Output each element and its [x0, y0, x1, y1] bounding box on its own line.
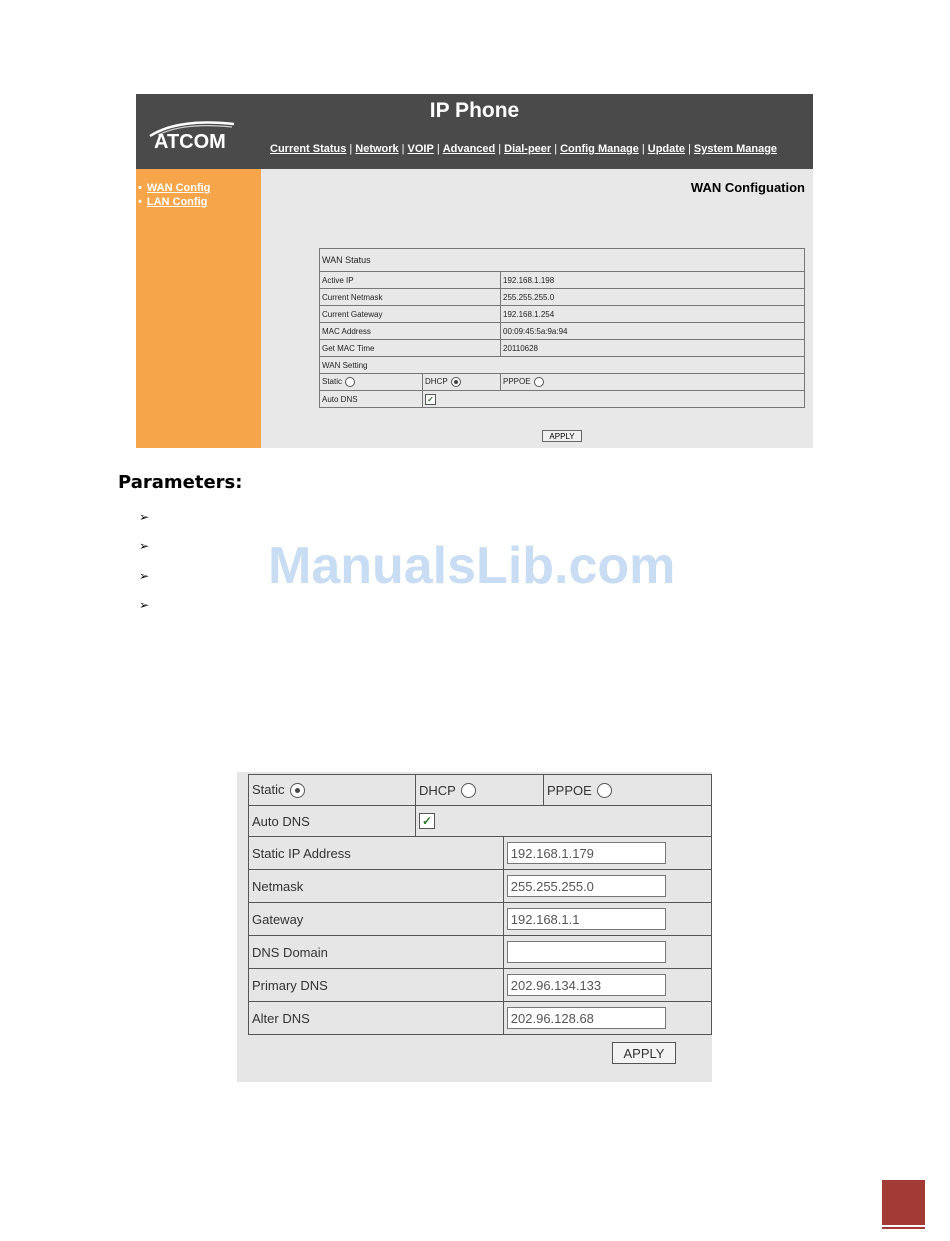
- nav-dial-peer[interactable]: Dial-peer: [504, 143, 552, 155]
- table-row: [320, 357, 805, 374]
- nav-advanced[interactable]: Advanced: [442, 143, 496, 155]
- status-label: Current Netmask: [320, 289, 501, 306]
- nav-voip[interactable]: VOIP: [407, 143, 434, 155]
- table-row: [249, 936, 712, 969]
- radio-static[interactable]: [345, 377, 355, 387]
- auto-dns-cell: [423, 391, 805, 408]
- arrow-bullet-icon: ➢: [139, 569, 150, 583]
- field-cell: [503, 969, 711, 1002]
- field-label: DNS Domain: [249, 936, 504, 969]
- radio-static[interactable]: [290, 783, 305, 798]
- mode-dhcp-cell: [423, 374, 501, 391]
- nav-separator: |: [554, 143, 558, 155]
- field-label: Gateway: [249, 903, 504, 936]
- table-row: [249, 775, 712, 806]
- static-settings-table: [248, 774, 712, 1035]
- radio-dhcp[interactable]: [451, 377, 461, 387]
- field-cell: [503, 837, 711, 870]
- static-ip-input[interactable]: [507, 842, 666, 864]
- nav-separator: |: [349, 143, 353, 155]
- table-row: [320, 374, 805, 391]
- mode-static-cell: [320, 374, 423, 391]
- nav-separator: |: [436, 143, 440, 155]
- status-label: MAC Address: [320, 323, 501, 340]
- field-cell: [503, 903, 711, 936]
- sidebar-menu: [138, 181, 210, 209]
- mode-static-cell: [249, 775, 416, 806]
- sidebar-item-lan-config: [138, 195, 210, 209]
- table-row: [320, 306, 805, 323]
- dns-domain-input[interactable]: [507, 941, 666, 963]
- field-label: Alter DNS: [249, 1002, 504, 1035]
- table-row: [249, 969, 712, 1002]
- wan-status-table: [319, 248, 805, 408]
- auto-dns-checkbox[interactable]: ✓: [425, 394, 436, 405]
- bullet-icon: •: [138, 196, 142, 208]
- mode-pppoe-cell: [544, 783, 612, 798]
- mode-dhcp-label: DHCP: [419, 782, 456, 798]
- auto-dns-checkbox[interactable]: ✓: [419, 813, 435, 829]
- netmask-input[interactable]: [507, 875, 666, 897]
- status-label: Current Gateway: [320, 306, 501, 323]
- arrow-bullet-icon: ➢: [139, 598, 150, 612]
- wan-setting-heading: WAN Setting: [320, 357, 805, 374]
- page-corner-underline: [882, 1227, 925, 1229]
- status-value: 00:09:45:5a:9a:94: [501, 323, 805, 340]
- nav-update[interactable]: Update: [647, 143, 686, 155]
- primary-dns-input[interactable]: [507, 974, 666, 996]
- mode-pppoe-cell: [501, 374, 805, 391]
- header-bar: [136, 94, 813, 169]
- status-value: 20110628: [501, 340, 805, 357]
- status-label: Get MAC Time: [320, 340, 501, 357]
- status-value: 255.255.255.0: [501, 289, 805, 306]
- mode-dhcp-cell: [416, 775, 544, 805]
- field-label: Static IP Address: [249, 837, 504, 870]
- table-row: [249, 806, 712, 837]
- table-row: [320, 323, 805, 340]
- auto-dns-cell: [416, 806, 712, 837]
- auto-dns-label: Auto DNS: [249, 806, 416, 837]
- page-title: WAN Configuation: [690, 180, 805, 195]
- nav-current-status[interactable]: Current Status: [270, 143, 347, 155]
- nav-separator: |: [401, 143, 405, 155]
- apply-button[interactable]: APPLY: [542, 430, 582, 442]
- mode-dhcp-label: DHCP: [425, 377, 448, 387]
- mode-static-label: Static: [322, 377, 343, 387]
- page-corner-accent: [882, 1180, 925, 1225]
- wan-status-heading: WAN Status: [320, 249, 805, 272]
- mode-static-label: Static: [252, 781, 285, 797]
- bullet-icon: •: [138, 182, 142, 194]
- table-row: [320, 289, 805, 306]
- field-cell: [503, 936, 711, 969]
- alter-dns-input[interactable]: [507, 1007, 666, 1029]
- field-label: Primary DNS: [249, 969, 504, 1002]
- status-label: Active IP: [320, 272, 501, 289]
- mode-dhcp-pppoe-cell: [416, 775, 712, 806]
- table-row: [320, 391, 805, 408]
- apply-button[interactable]: APPLY: [612, 1042, 676, 1064]
- field-cell: [503, 1002, 711, 1035]
- radio-dhcp[interactable]: [461, 783, 476, 798]
- field-cell: [503, 870, 711, 903]
- app-title: IP Phone: [429, 99, 520, 122]
- wan-config-screenshot: [136, 94, 813, 448]
- main-nav: [270, 143, 777, 155]
- logo-text: ATCOM: [154, 131, 226, 153]
- table-row: [320, 340, 805, 357]
- gateway-input[interactable]: [507, 908, 666, 930]
- table-row: [320, 272, 805, 289]
- field-label: Netmask: [249, 870, 504, 903]
- table-row: [249, 837, 712, 870]
- arrow-bullet-icon: ➢: [139, 539, 150, 553]
- table-row: [320, 249, 805, 272]
- nav-config-manage[interactable]: Config Manage: [560, 143, 639, 155]
- table-row: [249, 903, 712, 936]
- nav-network[interactable]: Network: [355, 143, 399, 155]
- nav-separator: |: [688, 143, 691, 155]
- table-row: [249, 870, 712, 903]
- sidebar-item-wan-config: [138, 181, 210, 195]
- mode-pppoe-label: PPPOE: [547, 782, 592, 798]
- nav-system-manage[interactable]: System Manage: [693, 143, 778, 155]
- radio-pppoe[interactable]: [597, 783, 612, 798]
- watermark: ManualsLib.com: [268, 537, 676, 595]
- arrow-bullet-icon: ➢: [139, 510, 150, 524]
- radio-pppoe[interactable]: [534, 377, 544, 387]
- nav-separator: |: [641, 143, 645, 155]
- status-value: 192.168.1.254: [501, 306, 805, 323]
- table-row: [249, 1002, 712, 1035]
- status-value: 192.168.1.198: [501, 272, 805, 289]
- sidebar: [136, 169, 261, 448]
- sidebar-link-lan-config[interactable]: LAN Config: [146, 196, 208, 208]
- auto-dns-label: Auto DNS: [320, 391, 423, 408]
- sidebar-link-wan-config[interactable]: WAN Config: [146, 182, 211, 194]
- mode-pppoe-label: PPPOE: [503, 377, 531, 387]
- static-config-screenshot: [237, 772, 712, 1082]
- nav-separator: |: [498, 143, 502, 155]
- parameters-heading: Parameters:: [118, 472, 243, 493]
